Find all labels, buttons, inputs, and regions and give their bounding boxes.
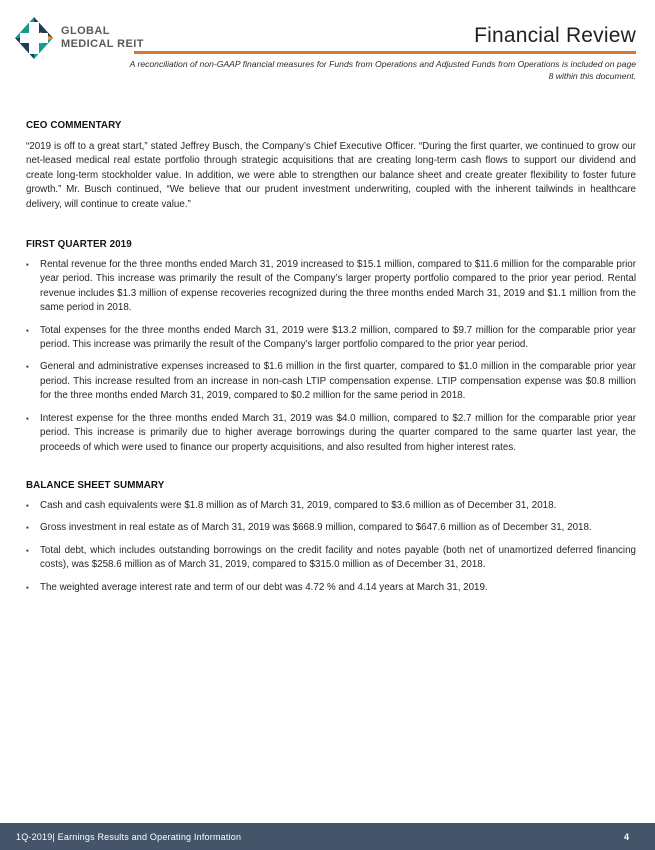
non-gaap-disclaimer: A reconciliation of non-GAAP financial measures for Funds from Operations and Adjusted Funds from Operations is included on page 8 within this document. [129,59,636,81]
list-item [26,324,636,353]
bullet-square-icon: ▪ [26,523,29,533]
footer-report-label: 1Q-2019| Earnings Results and Operating Information [16,831,242,842]
logo-text-line2: MEDICAL REIT [61,38,144,50]
bullet-text: Total expenses for the three months ended March 31, 2019 were $13.2 million, compared to $9.7 million for the comparable prior year period. This increase was primarily the result of the Company’s larger portfolio compared to the prior year period. [40,324,636,351]
logo-text-line1: GLOBAL [61,25,110,37]
list-item [26,521,636,535]
bullet-square-icon: ▪ [26,260,29,270]
bullet-text: Cash and cash equivalents were $1.8 million as of March 31, 2019, compared to $3.6 million as of December 31, 2018. [40,499,557,511]
section-balance-sheet [26,480,636,595]
bullet-square-icon: ▪ [26,545,29,555]
company-logo-text [61,25,144,51]
bullet-square-icon: ▪ [26,362,29,372]
bullet-square-icon: ▪ [26,325,29,335]
page-title: Financial Review [474,24,636,47]
ceo-commentary-paragraph: “2019 is off to a great start,” stated Jeffrey Busch, the Company’s Chief Executive Officer. “During the first quarter, we continued to grow our net-leased medical real estate portfolio through strategic acquisitions that are creating long-term cash flows to support our dividend and create long-term stockholder value. In addition, we were able to strengthen our balance sheet and create greater flexibility to foster future growth.” Mr. Busch continued, “We believe that our prudent investment underwriting, coupled with the inherent tailwinds in healthcare delivery, will continue to create value.” [26,141,636,210]
header-rule [134,51,636,54]
page-header [0,0,655,88]
bullet-text: The weighted average interest rate and term of our debt was 4.72 % and 4.14 years at March 31, 2019. [40,581,488,593]
bullet-square-icon: ▪ [26,582,29,592]
footer-bar [0,823,655,850]
list-item [26,258,636,316]
company-logo [14,16,144,60]
page-content [26,88,636,595]
bullet-text: General and administrative expenses increased to $1.6 million in the first quarter, compared to $1.0 million in the comparable prior year period. This increase resulted from an increase in non-cash LTIP compensation expense. LTIP compensation expense was $0.8 million for the three months ended March 31, 2019, compared to $0.2 million for the same period in 2018. [40,361,636,402]
bullet-text: Interest expense for the three months ended March 31, 2019 was $4.0 million, compared to $2.7 million for the comparable prior year period. This increase is primarily due to higher average borrowings during the quarter compared to the same quarter last year, the proceeds of which were used to finance our property acquisitions, and also resulted from higher interest rates. [40,412,636,453]
section-ceo-commentary [26,120,636,212]
bullet-square-icon: ▪ [26,413,29,423]
list-item [26,544,636,573]
footer-page-number: 4 [623,831,629,842]
bullet-text: Total debt, which includes outstanding borrowings on the credit facility and notes payable (both net of unamortized deferred financing costs), was $258.6 million as of March 31, 2019, compared to $315.0 million as of December 31, 2018. [40,544,636,571]
list-item [26,499,636,513]
bullet-square-icon: ▪ [26,500,29,510]
bullet-text: Gross investment in real estate as of March 31, 2019 was $668.9 million, compared to $647.6 million as of December 31, 2018. [40,522,592,534]
list-item [26,581,636,595]
section-first-quarter [26,239,636,455]
list-item [26,412,636,455]
section-heading: FIRST QUARTER 2019 [26,239,132,251]
list-item [26,360,636,403]
section-heading: BALANCE SHEET SUMMARY [26,479,165,491]
section-heading: CEO COMMENTARY [26,120,122,131]
bullet-text: Rental revenue for the three months ended March 31, 2019 increased to $15.1 million, compared to $11.6 million for the comparable prior year period. This increase was primarily the result of the Company’s larger property portfolio compared to the prior year period. Rental revenue includes $1.3 million of expense recoveries recognized during the three months ended March 31, 2019 and $1.1 million from the same period in 2018. [40,259,636,314]
global-medical-reit-logo-icon [14,16,54,60]
